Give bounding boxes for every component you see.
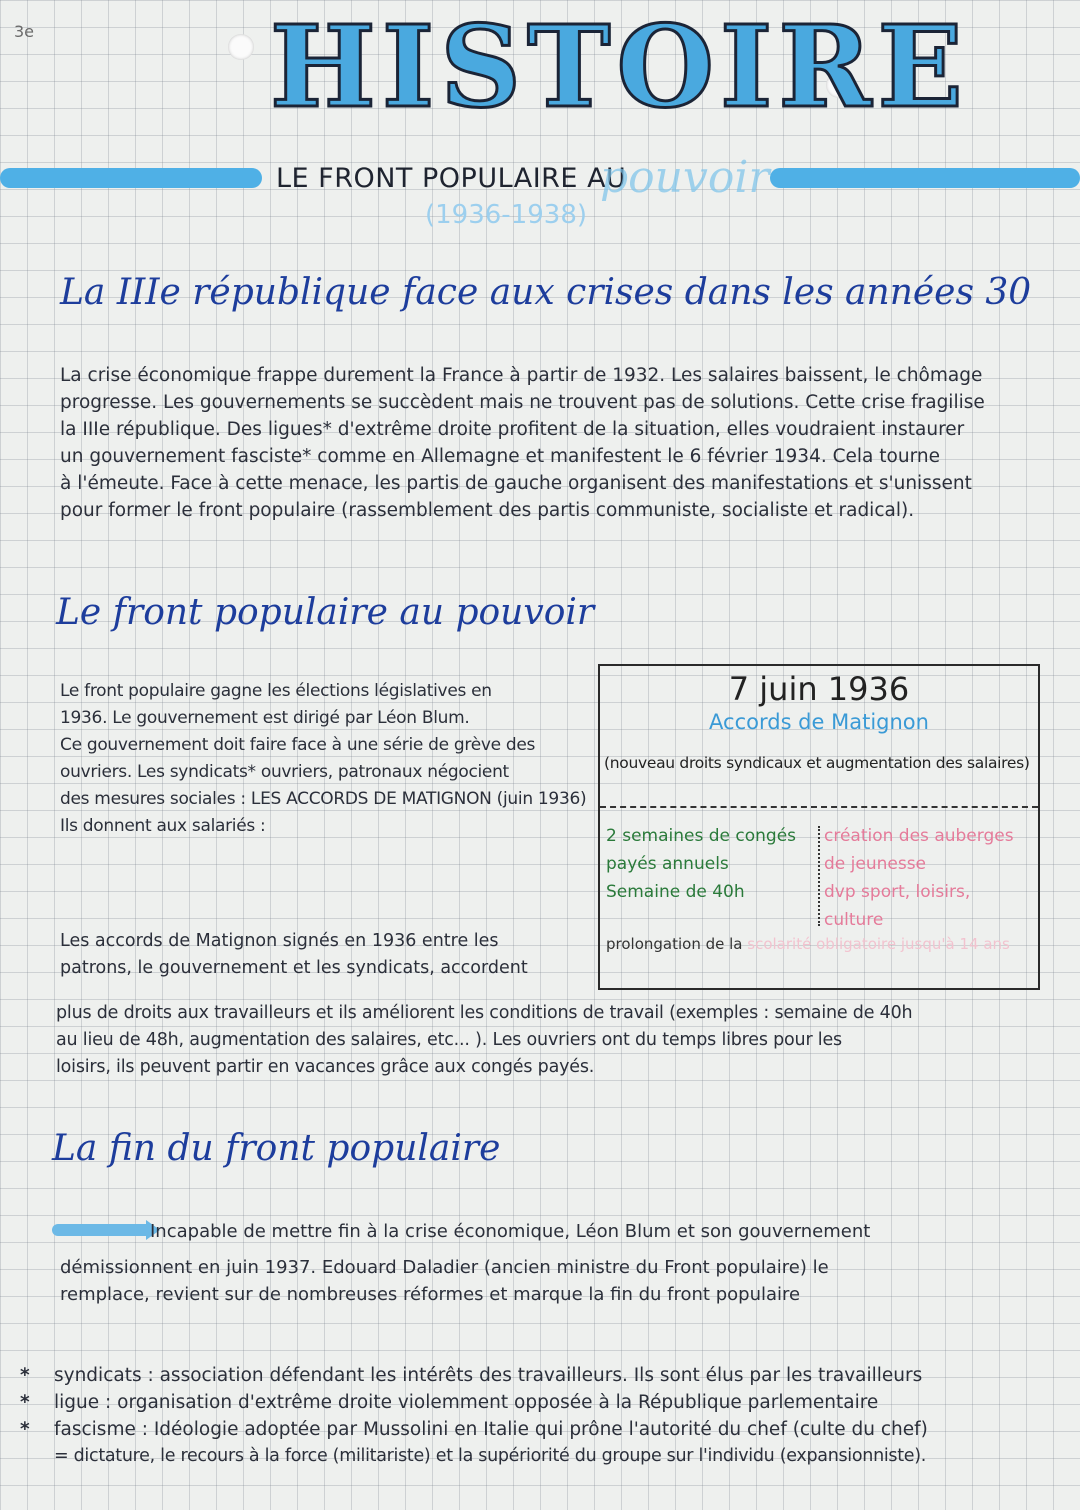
- glossary-item: [20, 1416, 1070, 1443]
- text-line: Ils donnent aux salariés :: [60, 816, 266, 836]
- punch-hole-left: [228, 34, 254, 60]
- page-title: HISTOIRE: [270, 2, 969, 133]
- section2-left-paragraph: [60, 678, 596, 840]
- text-line: La crise économique frappe durement la France à partir de 1932. Les salaires baissent, le chômage: [60, 365, 983, 386]
- text-line: la IIIe république. Des ligues* d'extrême droite profitent de la situation, elles voudraient instaurer: [60, 419, 965, 440]
- asterisk: *: [20, 1392, 30, 1413]
- glossary-text: fascisme : Idéologie adoptée par Mussolini en Italie qui prône l'autorité du chef (culte du chef): [54, 1419, 928, 1440]
- box-left-list: [606, 822, 816, 906]
- glossary: [20, 1362, 1070, 1470]
- asterisk: *: [20, 1419, 30, 1440]
- text-line: démissionnent en juin 1937. Edouard Daladier (ancien ministre du Front populaire) le: [60, 1257, 829, 1278]
- section3-paragraph: [60, 1254, 1060, 1308]
- list-item: payés annuels: [606, 854, 729, 874]
- subtitle: LE FRONT POPULAIRE AU: [276, 163, 627, 194]
- box-date: 7 juin 1936: [728, 670, 910, 708]
- title-bar-right: [770, 168, 1080, 188]
- text-line: 1936. Le gouvernement est dirigé par Léon Blum.: [60, 708, 470, 728]
- subtitle-highlight: pouvoir: [600, 152, 770, 203]
- glossary-text: = dictature, le recours à la force (militariste) et la supériorité du groupe sur l'individu (expansionniste).: [54, 1446, 927, 1466]
- glossary-item: [20, 1389, 1070, 1416]
- list-item: création des auberges: [824, 826, 1014, 846]
- box-bottom-faint: scolarité obligatoire jusqu'à 14 ans: [747, 935, 1010, 953]
- text-line: Incapable de mettre fin à la crise économique, Léon Blum et son gouvernement: [150, 1221, 871, 1242]
- box-title: Accords de Matignon: [709, 710, 929, 734]
- title-bar-left: [0, 168, 262, 188]
- text-line: Les accords de Matignon signés en 1936 entre les: [60, 931, 499, 951]
- text-line: remplace, revient sur de nombreuses réformes et marque la fin du front populaire: [60, 1284, 801, 1305]
- text-line: des mesures sociales : LES ACCORDS DE MATIGNON (juin 1936): [60, 789, 587, 809]
- section3-heading: La fin du front populaire: [52, 1128, 501, 1169]
- text-line: plus de droits aux travailleurs et ils améliorent les conditions de travail (exemples : semaine de 40h: [56, 1003, 913, 1023]
- section2-paragraph2-bottom: [56, 1000, 1066, 1081]
- text-line: patrons, le gouvernement et les syndicats, accordent: [60, 958, 528, 978]
- grade-label: 3e: [14, 22, 35, 41]
- glossary-item: [20, 1443, 1070, 1470]
- section3-line-first: [150, 1218, 1050, 1245]
- box-bottom-line: [606, 930, 1036, 958]
- text-line: au lieu de 48h, augmentation des salaires, etc... ). Les ouvriers ont du temps libres pour les: [56, 1030, 842, 1050]
- list-item: de jeunesse: [824, 854, 927, 874]
- text-line: pour former le front populaire (rassemblement des partis communiste, socialiste et radical).: [60, 500, 915, 521]
- section2-heading: Le front populaire au pouvoir: [56, 592, 595, 633]
- list-item: Semaine de 40h: [606, 882, 745, 902]
- glossary-item: [20, 1362, 1070, 1389]
- asterisk: *: [20, 1365, 30, 1386]
- text-line: progresse. Les gouvernements se succèdent mais ne trouvent pas de solutions. Cette crise fragilise: [60, 392, 985, 413]
- list-item: 2 semaines de congés: [606, 826, 797, 846]
- subtitle-dates: (1936-1938): [425, 200, 588, 230]
- text-line: à l'émeute. Face à cette menace, les partis de gauche organisent des manifestations et s'unissent: [60, 473, 972, 494]
- matignon-box: [598, 664, 1040, 990]
- box-column-divider: [818, 826, 820, 926]
- text-line: loisirs, ils peuvent partir en vacances grâce aux congés payés.: [56, 1057, 595, 1077]
- section1-heading: La IIIe république face aux crises dans les années 30: [60, 272, 1032, 313]
- section2-paragraph2-top: [60, 928, 596, 982]
- box-bottom-label: prolongation de la: [606, 935, 743, 953]
- box-divider: [600, 806, 1038, 808]
- section1-paragraph: [60, 362, 1060, 524]
- list-item: dvp sport, loisirs, culture: [824, 882, 971, 930]
- box-note: (nouveau droits syndicaux et augmentation des salaires): [604, 754, 1030, 772]
- text-line: Le front populaire gagne les élections législatives en: [60, 681, 492, 701]
- text-line: un gouvernement fasciste* comme en Allemagne et manifestent le 6 février 1934. Cela tourne: [60, 446, 940, 467]
- text-line: ouvriers. Les syndicats* ouvriers, patronaux négocient: [60, 762, 509, 782]
- glossary-text: ligue : organisation d'extrême droite violemment opposée à la République parlementaire: [54, 1392, 879, 1413]
- arrow-icon: [52, 1224, 152, 1236]
- glossary-text: syndicats : association défendant les intérêts des travailleurs. Ils sont élus par les travailleurs: [54, 1365, 923, 1386]
- text-line: Ce gouvernement doit faire face à une série de grève des: [60, 735, 536, 755]
- box-right-list: [824, 822, 1034, 934]
